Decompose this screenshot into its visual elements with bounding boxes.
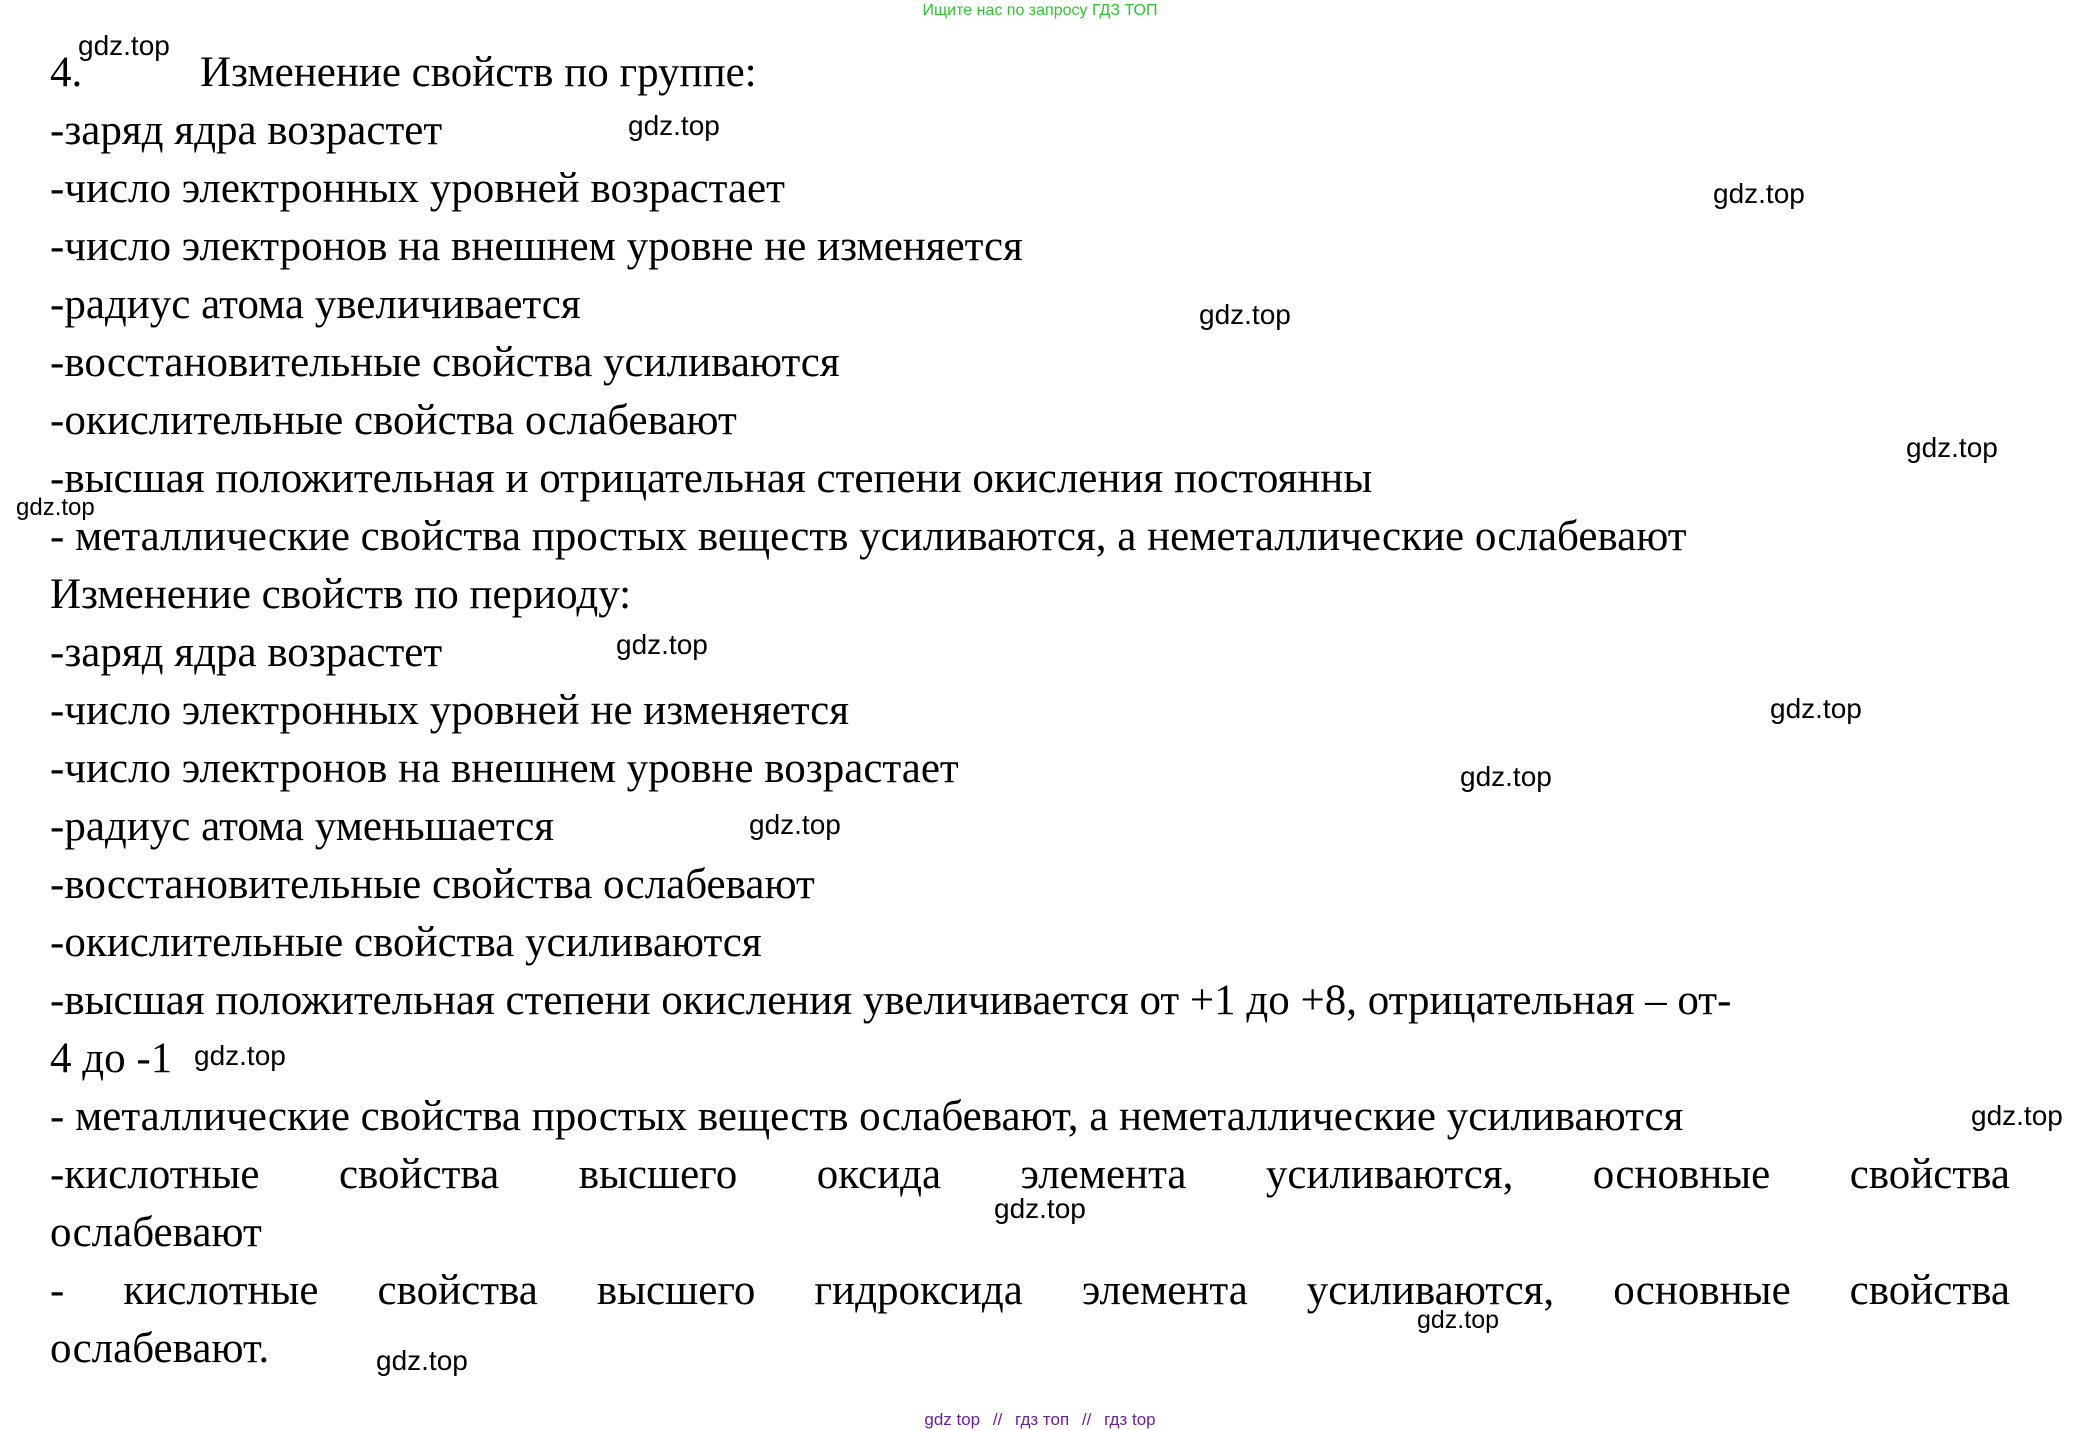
group-line: - металлические свойства простых веществ усиливаются, а неметаллические ослабевают (50, 513, 1687, 560)
watermark: gdz.top (16, 494, 95, 521)
period-line: -радиус атома уменьшается (50, 803, 555, 850)
watermark: gdz.top (749, 809, 841, 840)
watermark: gdz.top (1770, 693, 1862, 724)
period-line: -высшая положительная степени окисления увеличивается от +1 до +8, отрицательная – от- (50, 977, 1732, 1024)
group-line: -число электронных уровней возрастает (50, 165, 785, 212)
group-line: -число электронов на внешнем уровне не изменяется (50, 223, 1023, 270)
footer-separator: // (1081, 1410, 1092, 1429)
group-line: -заряд ядра возрастет (50, 107, 443, 154)
watermark: gdz.top (1971, 1100, 2063, 1131)
watermark: gdz.top (1906, 432, 1998, 463)
task-number: 4. (50, 49, 83, 96)
group-line: -радиус атома увеличивается (50, 281, 581, 328)
period-line: - кислотные свойства высшего гидроксида элемента усиливаются, основные свойства (50, 1267, 2010, 1314)
footer-link-a[interactable]: gdz top (924, 1410, 981, 1429)
top-banner: Ищите нас по запросу ГДЗ ТОП (922, 2, 1158, 19)
watermark: gdz.top (628, 110, 720, 141)
footer-separator: // (992, 1410, 1003, 1429)
watermark: gdz.top (1199, 299, 1291, 330)
watermark: gdz.top (1417, 1306, 1500, 1334)
period-line: -заряд ядра возрастет (50, 629, 443, 676)
group-line: -высшая положительная и отрицательная степени окисления постоянны (50, 455, 1373, 502)
period-line: 4 до -1 (50, 1035, 173, 1082)
period-line: -число электронных уровней не изменяется (50, 687, 850, 734)
period-line: ослабевают (50, 1209, 262, 1256)
answer-text (50, 44, 2010, 1378)
watermark: gdz.top (1460, 761, 1552, 792)
watermark: gdz.top (1713, 178, 1805, 209)
period-line: ослабевают. (50, 1325, 270, 1372)
heading-period: Изменение свойств по периоду: (50, 571, 632, 618)
heading-group-text: Изменение свойств по группе: (200, 49, 757, 96)
period-line: -кислотные свойства высшего оксида элемента усиливаются, основные свойства (50, 1151, 2010, 1198)
footer (0, 1410, 2080, 1430)
group-line: -восстановительные свойства усиливаются (50, 339, 840, 386)
period-line: -окислительные свойства усиливаются (50, 919, 762, 966)
footer-link-c[interactable]: гдз top (1104, 1410, 1156, 1429)
watermark: gdz.top (376, 1345, 468, 1376)
period-line: -восстановительные свойства ослабевают (50, 861, 815, 908)
footer-link-b[interactable]: гдз топ (1015, 1410, 1070, 1429)
watermark: gdz.top (994, 1193, 1086, 1224)
watermark: gdz.top (78, 30, 170, 61)
period-line: - металлические свойства простых веществ ослабевают, а неметаллические усиливаются (50, 1093, 1684, 1140)
group-line: -окислительные свойства ослабевают (50, 397, 737, 444)
heading-group (50, 44, 2010, 102)
watermark: gdz.top (194, 1040, 286, 1071)
period-line: -число электронов на внешнем уровне возрастает (50, 745, 959, 792)
watermark: gdz.top (616, 629, 708, 660)
